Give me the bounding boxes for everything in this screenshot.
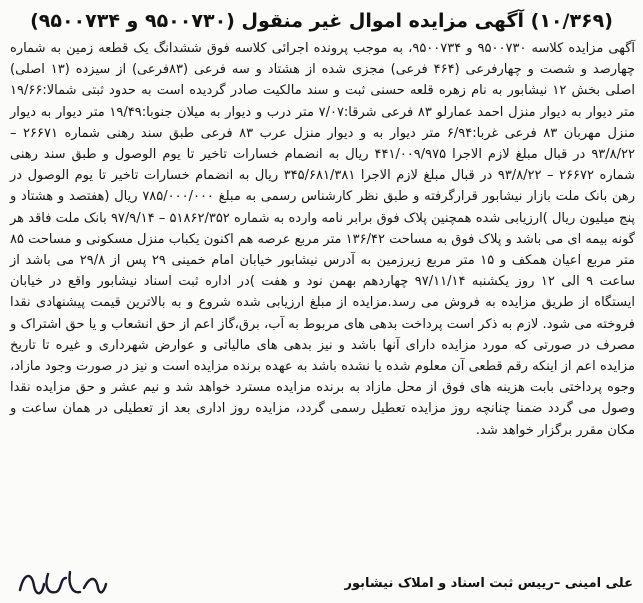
handwritten-signature (14, 566, 110, 600)
signature-text: علی امینی –رییس ثبت اسناد و املاک نیشابور (344, 576, 633, 591)
notice-title: (۱۰/۳۶۹) آگهی مزایده اموال غیر منقول (۹۵۰۰۷۳۰ و ۹۵۰۰۷۳۴) (30, 10, 613, 32)
notice-body: آگهی مزایده کلاسه ۹۵۰۰۷۳۰ و ۹۵۰۰۷۳۴، به موجب پرونده اجرائی کلاسه فوق ششدانگ یک قطعه زمین به شماره چهارصد و شصت و چهارفرعی (۴۶۴ فرعی) مجزی شده از هشتاد و سه فرعی (۸۳فرعی) از سیزده (۱۳ اصلی) اصلی بخش ۱۲ نیشابور به نام زهره قلعه حسنی ثبت و سند مالکیت صادر گردیده است به حدود ثبتی شمالا:۱۹/۶۶ متر دیوار به دیوار منزل احمد عمارلو ۸۳ فرعی شرقا:۷/۰۷ متر درب و دیوار به میلان جنوبا:۱۹/۴۹ متر دیوار به دیوار منزل مهربان ۸۳ فرعی غربا:۶/۹۴ متر دیوار به و دیوار منزل عرب ۸۳ فرعی طبق سند رهنی شماره ۲۶۶۷۱ – ۹۳/۸/۲۲ در قبال مبلغ لازم الاجرا ۴۴۱/۰۰۹/۹۷۵ ریال به انضمام خسارات تاخیر تا یوم الوصول و طبق سند رهنی شماره ۲۶۶۷۲ – ۹۳/۸/۲۲ در قبال مبلغ لازم الاجرا ۳۴۵/۶۸۱/۳۸۱ ریال به انضمام خسارات تاخیر تا یوم الوصول در رهن بانک ملت بازار نیشابور قرارگرفته و طبق نظر کارشناس رسمی به مبلغ ۷۸۵/۰۰۰/۰۰۰ ریال (هفتصد و هشتاد و پنج میلیون ریال )ارزیابی شده همچنین پلاک فوق برابر نامه وارده به شماره ۵۱۸۶۲/۳۵۲ – ۹۷/۹/۱۴ بانک ملت فاقد هر گونه بیمه ای می باشد و پلاک فوق به مساحت ۱۳۶/۴۲ متر مربع عرصه هم اکنون یکباب منزل مسکونی و مساحت ۸۵ متر مربع اعیان همکف و ۱۵ متر مربع زیرزمین به آدرس نیشابور خیابان امام خمینی ۲۹ پس از ۲۹/۸ می باشد از ساعت ۹ الی ۱۲ روز یکشنبه ۹۷/۱۱/۱۴ چهاردهم بهمن نود و هفت )در اداره ثبت اسناد نیشابور واقع در خیابان ایستگاه از طریق مزایده به فروش می رسد.مزایده از مبلغ ارزیابی شده شروع و به بالاترین قیمت پیشنهادی نقدا فروخته می شود. لازم به ذکر است پرداخت بدهی های مربوط به آب، برق،گاز اعم از حق انشعاب و یا حق اشتراک و مصرف در صورتی که مورد مزایده دارای آنها باشد و نیز بدهی های مالیاتی و عوارض شهرداری و غیره تا تاریخ مزایده اعم از اینکه رقم قطعی آن معلوم شده یا نشده باشد به عهده برنده مزایده است و نیز در صورت وجود مازاد، وجوه پرداختی بابت هزینه های فوق از محل مازاد به برنده مزایده مسترد خواهد شد و نیم عشر و حق مزایده نقدا وصول می گردد ضمنا چنانچه روز مزایده تعطیل رسمی گردد، مزایده روز اداری بعد از تعطیلی در همان ساعت و مکان مقرر برگزار خواهد شد. (10, 41, 636, 438)
